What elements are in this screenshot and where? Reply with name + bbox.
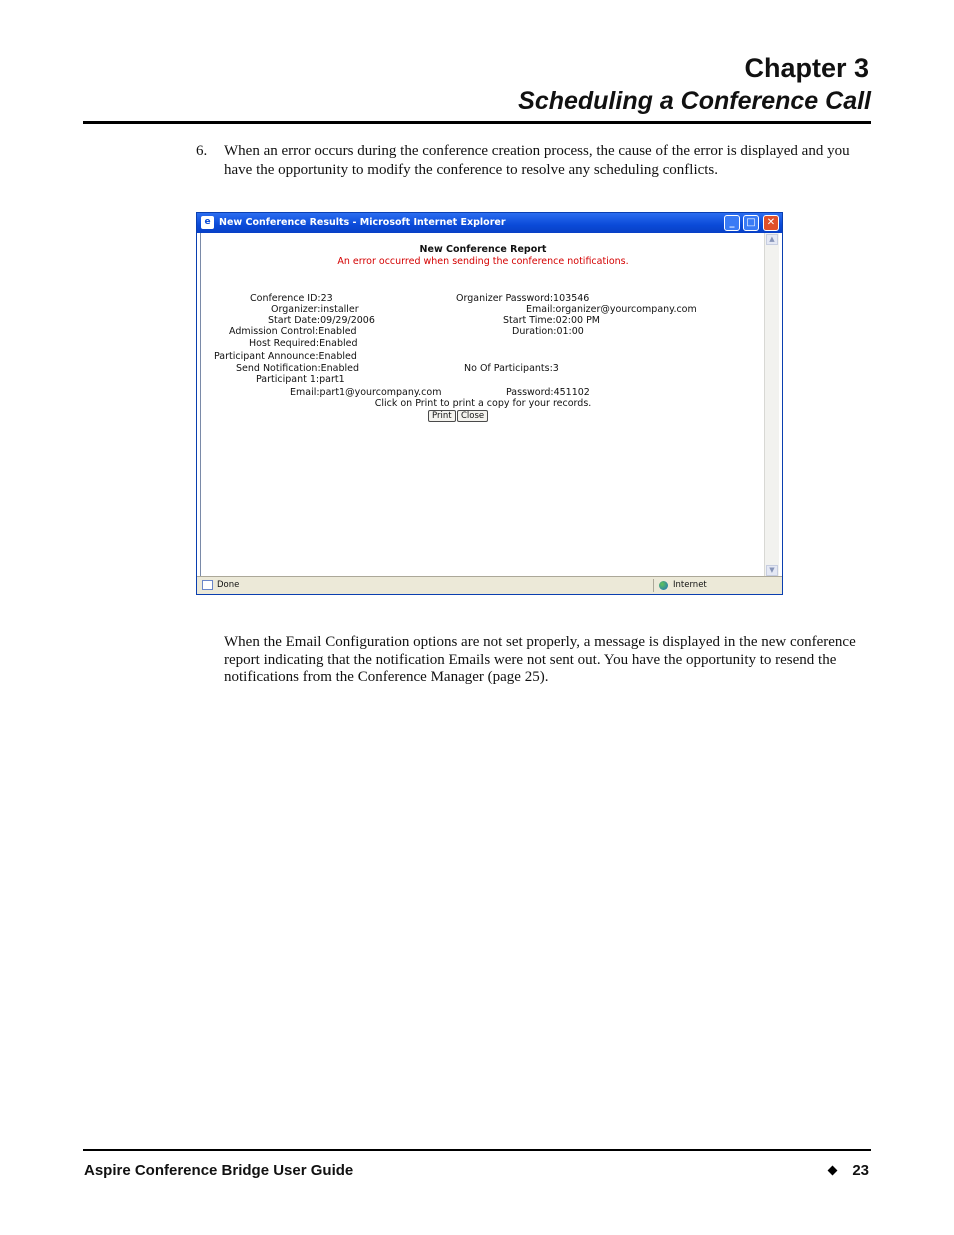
close-window-button[interactable]: ✕	[763, 215, 779, 231]
security-zone-text: Internet	[673, 580, 707, 590]
field-no-of-participants: No Of Participants:3	[464, 363, 559, 374]
field-duration: Duration:01:00	[512, 326, 584, 337]
report-title: New Conference Report	[419, 244, 547, 255]
browser-titlebar[interactable]	[197, 213, 782, 233]
step-text: When an error occurs during the conference creation process, the cause of the error is displayed and you have the opportunity to modify the conference to resolve any scheduling conflicts.	[224, 143, 850, 178]
field-send-notification: Send Notification:Enabled	[236, 363, 360, 374]
field-start-date: Start Date:09/29/2006	[268, 315, 375, 326]
browser-window-title: New Conference Results - Microsoft Internet Explorer	[219, 217, 506, 228]
page-status-icon	[202, 580, 213, 590]
report-print-note: Click on Print to print a copy for your records.	[374, 398, 592, 409]
globe-icon	[659, 581, 668, 590]
diamond-icon	[828, 1166, 838, 1176]
field-participant-email: Email:part1@yourcompany.com	[290, 387, 442, 398]
field-organizer-email: Email:organizer@yourcompany.com	[526, 304, 697, 315]
page-number: 23	[852, 1162, 869, 1179]
conference-report	[201, 233, 765, 577]
scroll-up-icon[interactable]: ▲	[766, 234, 778, 245]
close-button[interactable]: Close	[457, 410, 488, 422]
scroll-down-icon[interactable]: ▼	[766, 565, 778, 576]
status-divider	[653, 579, 654, 592]
browser-content	[200, 233, 779, 577]
footer-rule	[83, 1149, 871, 1151]
footer-page	[829, 1162, 869, 1179]
minimize-button[interactable]: _	[724, 215, 740, 231]
browser-status-bar	[197, 576, 782, 594]
maximize-button[interactable]: □	[743, 215, 759, 231]
field-host-required: Host Required:Enabled	[249, 338, 358, 349]
report-error-message: An error occurred when sending the conference notifications.	[337, 256, 629, 267]
field-organizer-password: Organizer Password:103546	[456, 293, 590, 304]
field-participant-announce: Participant Announce:Enabled	[214, 351, 357, 362]
status-text: Done	[217, 580, 240, 590]
browser-window	[196, 212, 783, 595]
field-organizer: Organizer:installer	[271, 304, 359, 315]
field-start-time: Start Time:02:00 PM	[503, 315, 600, 326]
field-participant-1: Participant 1:part1	[256, 374, 345, 385]
footer-guide-title: Aspire Conference Bridge User Guide	[84, 1162, 354, 1179]
field-conference-id: Conference ID:23	[250, 293, 333, 304]
chapter-number: Chapter 3	[744, 53, 869, 83]
step-number: 6.	[196, 143, 208, 159]
body-paragraph: When the Email Configuration options are not set properly, a message is displayed in the new conference report indicating that the notification Emails were not sent out. You have the opportunity to resend the notifications from the Conference Manager (page 25).	[224, 634, 856, 685]
header-rule	[83, 121, 871, 124]
field-participant-password: Password:451102	[506, 387, 590, 398]
chapter-title: Scheduling a Conference Call	[518, 87, 871, 115]
field-admission-control: Admission Control:Enabled	[229, 326, 357, 337]
vertical-scrollbar[interactable]	[764, 233, 779, 577]
ie-page-icon: e	[201, 216, 214, 229]
print-button[interactable]: Print	[428, 410, 456, 422]
